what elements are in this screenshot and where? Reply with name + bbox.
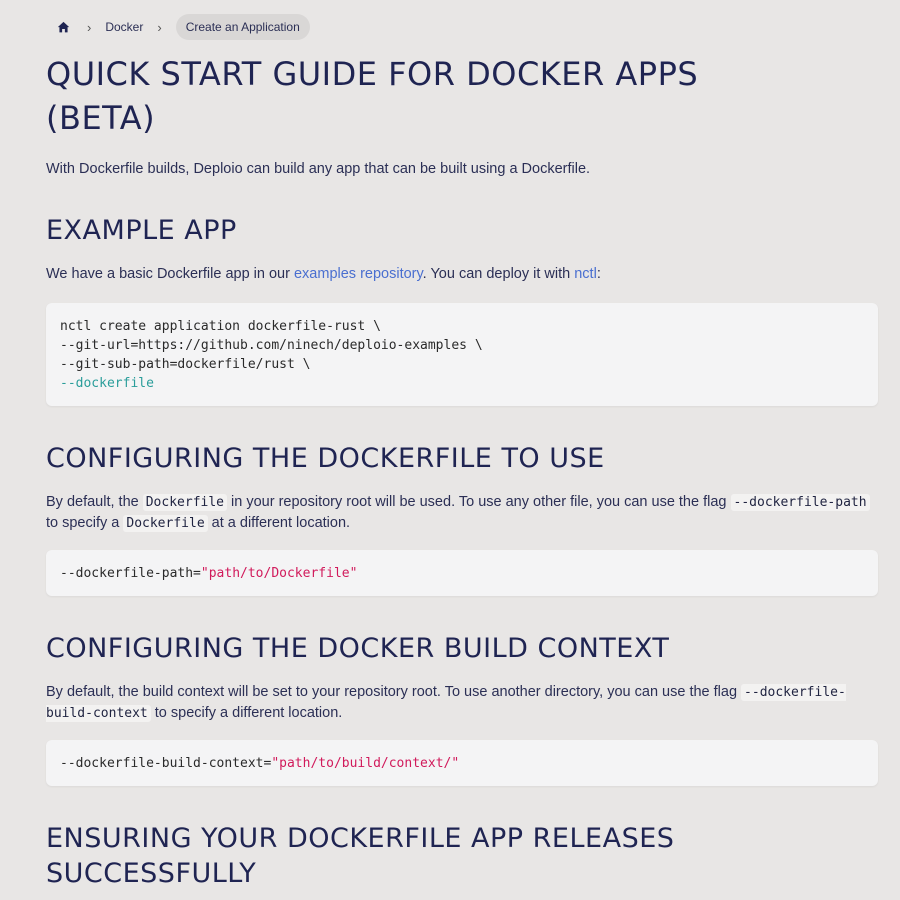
context-text [46, 682, 881, 724]
page-title: QUICK START GUIDE FOR DOCKER APPS (BETA) [46, 55, 699, 137]
home-icon[interactable] [53, 17, 73, 37]
heading-ensuring-releases: ENSURING YOUR DOCKERFILE APP RELEASES SUCCESSFULLY [46, 823, 675, 889]
code-string: "path/to/Dockerfile" [200, 566, 358, 581]
text-part: to specify a [46, 515, 124, 531]
code-line [60, 564, 864, 583]
breadcrumb-item-docker[interactable]: Docker [105, 20, 144, 34]
code-line: --dockerfile [60, 376, 154, 391]
code-line: nctl create application dockerfile-rust \ [60, 319, 381, 334]
heading-example-app: EXAMPLE APP [46, 215, 237, 246]
code-string: "path/to/build/context/" [271, 756, 460, 771]
code-flag: --dockerfile-build-context= [60, 756, 272, 771]
nctl-link[interactable]: nctl [574, 266, 597, 282]
code-flag: --dockerfile-path= [60, 566, 201, 581]
inline-code: --dockerfile-build-context [46, 685, 846, 721]
chevron-right-icon: › [87, 19, 92, 35]
example-text [46, 264, 881, 284]
text-part: By default, the build context will be set to your repository root. To use another directory, you can use the flag [46, 684, 742, 700]
breadcrumb-item-current[interactable]: Create an Application [176, 14, 310, 40]
text-part: at a different location. [207, 515, 351, 531]
heading-configuring-dockerfile: CONFIGURING THE DOCKERFILE TO USE [46, 443, 605, 474]
code-block-build-context[interactable] [46, 740, 878, 786]
text-part: in your repository root will be used. To use any other file, you can use the flag [227, 494, 731, 510]
code-block-example[interactable] [46, 303, 878, 406]
example-text-part: : [596, 266, 601, 282]
code-line [60, 754, 864, 773]
code-line: --git-url=https://github.com/ninech/deploio-examples \ [60, 338, 483, 353]
code-line: --git-sub-path=dockerfile/rust \ [60, 357, 311, 372]
breadcrumb [48, 13, 310, 41]
example-text-part: We have a basic Dockerfile app in our [46, 266, 294, 282]
heading-build-context: CONFIGURING THE DOCKER BUILD CONTEXT [46, 633, 670, 664]
examples-repository-link[interactable]: examples repository [293, 266, 423, 282]
code-block-dockerfile-path[interactable] [46, 550, 878, 596]
chevron-right-icon: › [157, 19, 162, 35]
dockerfile-text [46, 492, 881, 534]
example-text-part: . You can deploy it with [422, 266, 575, 282]
text-part: to specify a different location. [150, 705, 343, 721]
text-part: By default, the [46, 494, 143, 510]
inline-code: --dockerfile-path [731, 494, 870, 511]
inline-code: Dockerfile [143, 494, 227, 511]
intro-text: With Dockerfile builds, Deploio can build any app that can be built using a Dockerfile. [46, 161, 591, 177]
inline-code: Dockerfile [123, 515, 207, 532]
